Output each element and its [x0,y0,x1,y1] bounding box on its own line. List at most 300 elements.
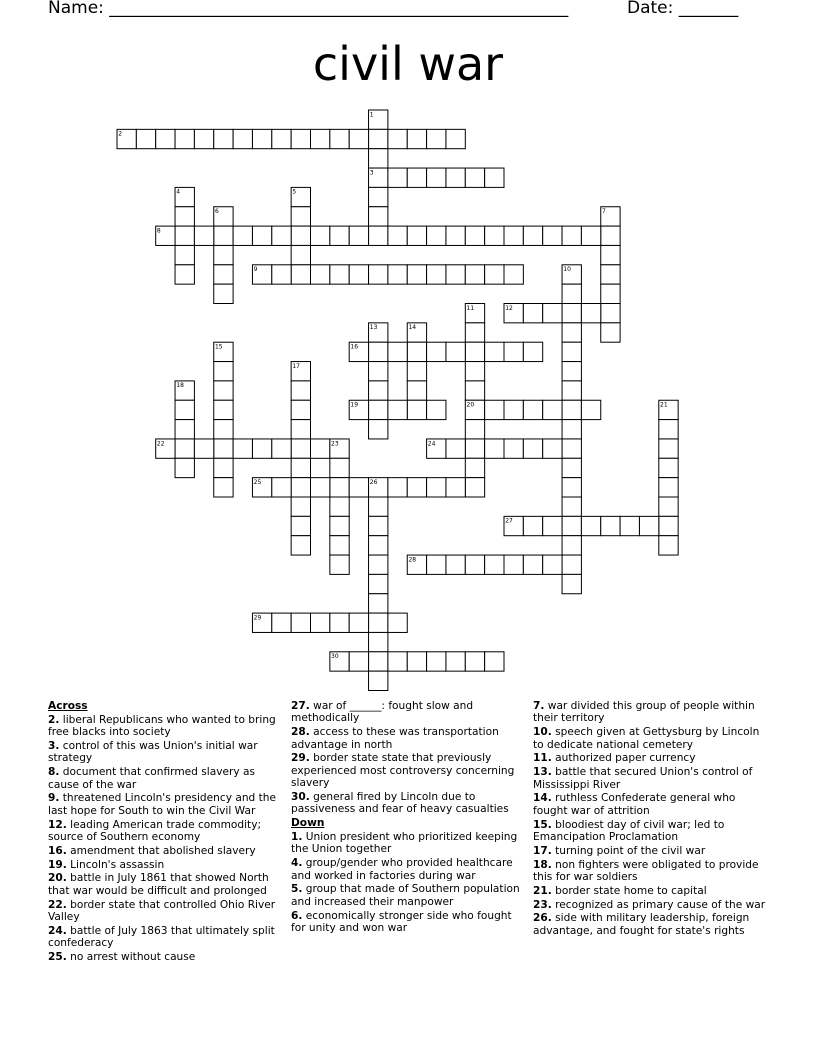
grid-cell[interactable] [369,400,388,419]
grid-cell[interactable] [562,516,581,535]
clue-number: 22 [156,440,165,448]
grid-cell[interactable] [175,458,194,477]
grid-cell[interactable] [291,439,310,458]
grid-cell[interactable] [388,265,407,284]
clue-text: no arrest without cause [66,951,196,964]
grid-cell[interactable] [465,362,484,381]
grid-cell[interactable] [233,129,252,148]
clues-column-1 [48,700,284,965]
grid-cell[interactable] [291,613,310,632]
clues-column-3 [533,700,773,939]
grid-cell[interactable] [369,381,388,400]
clue-item [48,714,284,739]
clue-text: Union president who prioritized keeping the Union together [291,831,518,856]
clue-text: turning point of the civil war [551,844,706,857]
clue-number: 4. [291,857,303,870]
grid-cell[interactable] [369,149,388,168]
grid-cell[interactable] [427,555,446,574]
clue-text: battle in July 1861 that showed North that war would be difficult and prolonged [48,872,269,897]
grid-cell[interactable] [562,304,581,323]
grid-cell[interactable] [427,342,446,361]
clue-number: 19 [350,401,359,409]
clue-number: 23 [331,440,339,448]
clue-text: economically stronger side who fought for unity and won war [291,909,512,935]
grid-cell[interactable] [562,284,581,303]
grid-cell[interactable] [311,226,330,245]
grid-cell[interactable] [349,129,368,148]
clue-item [291,857,527,882]
clue-number: 16 [350,343,359,351]
clue-item [533,766,773,791]
clue-number: 9. [48,792,60,805]
grid-cell[interactable] [562,478,581,497]
clue-number: 25 [253,478,262,486]
clue-text: leading American trade commodity; source of Southern economy [48,818,262,844]
grid-cell[interactable] [369,129,388,148]
clue-number: 20 [466,401,475,409]
grid-cell[interactable] [659,458,678,477]
grid-cell[interactable] [369,187,388,206]
grid-cell[interactable] [214,284,233,303]
grid-cell[interactable] [523,342,542,361]
grid-cell[interactable] [485,439,504,458]
grid-cell[interactable] [136,129,155,148]
clue-number: 27. [291,700,310,712]
clue-text: war of ______: fought slow and methodically [291,700,474,725]
clue-item [533,726,773,751]
clue-number: 6 [214,208,219,216]
grid-cell[interactable] [272,265,291,284]
grid-cell[interactable] [465,420,484,439]
clue-item [48,845,284,857]
clue-number: 21 [660,401,668,409]
grid-cell[interactable] [562,458,581,477]
grid-cell[interactable] [446,129,465,148]
grid-cell[interactable] [291,400,310,419]
clue-item [48,899,284,924]
grid-cell[interactable] [214,478,233,497]
clue-number: 26 [369,478,378,486]
grid-cell[interactable] [330,516,349,535]
grid-cell[interactable] [562,342,581,361]
grid-cell[interactable] [446,478,465,497]
puzzle-title: civil war [312,37,504,91]
grid-cell[interactable] [562,536,581,555]
grid-cell[interactable] [291,516,310,535]
grid-cell[interactable] [330,497,349,516]
clue-text: access to these was transportation advantage in north [291,726,499,751]
grid-cell[interactable] [369,265,388,284]
grid-cell[interactable] [214,265,233,284]
grid-cell[interactable] [407,400,426,419]
clue-text: group that made of Southern population and increased their manpower [291,883,520,908]
clue-text: Lincoln's assassin [66,858,165,871]
grid-cell[interactable] [175,226,194,245]
grid-cell[interactable] [194,129,213,148]
clue-text: general fired by Lincoln due to passiveness and fear of heavy casualties [291,791,509,816]
grid-cell[interactable] [291,129,310,148]
grid-cell[interactable] [485,265,504,284]
clue-text: border state that controlled Ohio River Valley [48,898,276,924]
clue-text: speech given at Gettysburg by Lincoln to dedicate national cemetery [533,726,760,751]
grid-cell[interactable] [601,245,620,264]
grid-cell[interactable] [562,420,581,439]
clue-item [291,752,527,789]
grid-cell[interactable] [465,381,484,400]
clue-number: 10. [533,726,552,739]
grid-cell[interactable] [311,613,330,632]
grid-cell[interactable] [523,555,542,574]
grid-cell[interactable] [388,129,407,148]
grid-cell[interactable] [388,342,407,361]
clue-number: 15 [214,343,223,351]
grid-cell[interactable] [369,516,388,535]
clue-item [48,740,284,765]
grid-cell[interactable] [252,129,271,148]
clue-text: war divided this group of people within their territory [533,700,755,725]
grid-cell[interactable] [504,439,523,458]
grid-cell[interactable] [214,420,233,439]
grid-cell[interactable] [427,400,446,419]
clue-number: 1. [291,831,303,844]
grid-cell[interactable] [446,652,465,671]
grid-cell[interactable] [523,439,542,458]
grid-cell[interactable] [369,420,388,439]
grid-cell[interactable] [427,226,446,245]
grid-cell[interactable] [214,226,233,245]
grid-cell[interactable] [465,458,484,477]
grid-cell[interactable] [214,400,233,419]
grid-cell[interactable] [562,226,581,245]
grid-cell[interactable] [581,304,600,323]
clue-number: 28 [408,556,417,564]
grid-cell[interactable] [388,652,407,671]
grid-cell[interactable] [272,478,291,497]
grid-cell[interactable] [388,613,407,632]
grid-cell[interactable] [388,168,407,187]
grid-cell[interactable] [330,226,349,245]
clue-text: recognized as primary cause of the war [551,898,766,911]
grid-cell[interactable] [446,265,465,284]
grid-cell[interactable] [175,439,194,458]
grid-cell[interactable] [427,129,446,148]
clue-text: threatened Lincoln's presidency and the last hope for South to win the Civil War [48,792,277,817]
grid-cell[interactable] [175,129,194,148]
grid-cell[interactable] [291,265,310,284]
clue-number: 9 [253,266,258,274]
clue-item [48,819,284,844]
grid-cell[interactable] [330,458,349,477]
grid-cell[interactable] [369,362,388,381]
grid-cell[interactable] [388,226,407,245]
grid-cell[interactable] [407,226,426,245]
clue-number: 14. [533,792,552,805]
grid-cell[interactable] [485,168,504,187]
grid-cell[interactable] [369,574,388,593]
grid-cell[interactable] [291,226,310,245]
grid-cell[interactable] [272,613,291,632]
grid-cell[interactable] [330,536,349,555]
grid-cell[interactable] [272,439,291,458]
grid-cell[interactable] [543,439,562,458]
clue-number: 15. [533,818,552,831]
grid-cell[interactable] [465,226,484,245]
clue-number: 20. [48,872,67,885]
grid-cell[interactable] [504,400,523,419]
grid-cell[interactable] [427,478,446,497]
clue-number: 2. [48,713,60,726]
grid-cell[interactable] [446,342,465,361]
grid-cell[interactable] [523,400,542,419]
grid-cell[interactable] [427,168,446,187]
clue-number: 24. [48,924,67,937]
grid-cell[interactable] [291,536,310,555]
grid-cell[interactable] [427,265,446,284]
grid-cell[interactable] [543,555,562,574]
grid-cell[interactable] [485,555,504,574]
grid-cell[interactable] [601,226,620,245]
grid-cell[interactable] [369,226,388,245]
grid-cell[interactable] [291,478,310,497]
grid-cell[interactable] [349,265,368,284]
grid-cell[interactable] [175,207,194,226]
grid-cell[interactable] [407,362,426,381]
clue-number: 4 [176,188,181,196]
grid-cell[interactable] [659,478,678,497]
grid-cell[interactable] [543,304,562,323]
grid-cell[interactable] [272,226,291,245]
grid-cell[interactable] [407,652,426,671]
grid-cell[interactable] [446,168,465,187]
grid-cell[interactable] [523,516,542,535]
clue-section-heading: Across [48,700,88,712]
grid-cell[interactable] [369,632,388,651]
grid-cell[interactable] [214,362,233,381]
grid-cell[interactable] [233,439,252,458]
grid-cell[interactable] [291,381,310,400]
clue-item [533,859,773,884]
clues-column-2 [291,700,527,936]
grid-cell[interactable] [252,439,271,458]
grid-cell[interactable] [659,516,678,535]
grid-cell[interactable] [214,245,233,264]
grid-cell[interactable] [407,129,426,148]
grid-cell[interactable] [465,439,484,458]
grid-cell[interactable] [233,226,252,245]
grid-cell[interactable] [369,652,388,671]
grid-cell[interactable] [601,304,620,323]
clue-number: 12. [48,818,67,831]
grid-cell[interactable] [291,458,310,477]
grid-cell[interactable] [446,226,465,245]
grid-cell[interactable] [311,265,330,284]
grid-cell[interactable] [562,574,581,593]
grid-cell[interactable] [601,323,620,342]
grid-cell[interactable] [543,226,562,245]
grid-cell[interactable] [581,226,600,245]
clue-item [48,792,284,817]
grid-cell[interactable] [446,555,465,574]
grid-cell[interactable] [485,342,504,361]
grid-cell[interactable] [562,400,581,419]
grid-cell[interactable] [194,226,213,245]
grid-cell[interactable] [175,245,194,264]
grid-cell[interactable] [291,245,310,264]
grid-cell[interactable] [330,265,349,284]
grid-cell[interactable] [369,497,388,516]
clue-number: 29. [291,752,310,765]
clue-number: 7. [533,700,545,712]
grid-cell[interactable] [252,226,271,245]
clue-item [533,700,773,725]
grid-cell[interactable] [659,439,678,458]
grid-cell[interactable] [311,129,330,148]
clue-number: 16. [48,844,67,857]
grid-cell[interactable] [407,342,426,361]
date-field[interactable]: Date: _______ [627,0,739,18]
grid-cell[interactable] [427,652,446,671]
grid-cell[interactable] [659,497,678,516]
grid-cell[interactable] [156,129,175,148]
grid-cell[interactable] [523,304,542,323]
grid-cell[interactable] [562,439,581,458]
grid-cell[interactable] [485,226,504,245]
clue-number: 25. [48,951,67,964]
clue-number: 30 [331,653,339,661]
clue-item [48,951,284,963]
grid-cell[interactable] [369,594,388,613]
grid-cell[interactable] [465,652,484,671]
grid-cell[interactable] [175,420,194,439]
clue-item [48,859,284,871]
grid-cell[interactable] [330,555,349,574]
grid-cell[interactable] [330,478,349,497]
clue-number: 21. [533,884,552,897]
clue-number: 29 [253,614,262,622]
grid-cell[interactable] [330,129,349,148]
clue-number: 27 [505,517,513,525]
grid-cell[interactable] [369,342,388,361]
grid-cell[interactable] [465,265,484,284]
grid-cell[interactable] [504,265,523,284]
clue-number: 11. [533,752,552,765]
grid-cell[interactable] [175,265,194,284]
grid-cell[interactable] [562,497,581,516]
grid-cell[interactable] [291,420,310,439]
clue-number: 2 [118,130,123,138]
grid-cell[interactable] [543,516,562,535]
clue-number: 22. [48,898,67,911]
clue-item [48,925,284,950]
clue-item [533,819,773,844]
grid-cell[interactable] [349,226,368,245]
grid-cell[interactable] [214,129,233,148]
grid-cell[interactable] [369,671,388,690]
grid-cell[interactable] [175,400,194,419]
grid-cell[interactable] [407,381,426,400]
grid-cell[interactable] [504,555,523,574]
clue-section-heading: Down [291,817,325,830]
clue-item [291,831,527,856]
grid-cell[interactable] [465,168,484,187]
grid-cell[interactable] [659,420,678,439]
grid-cell[interactable] [272,129,291,148]
clue-item [291,726,527,751]
clue-number: 5. [291,883,303,896]
grid-cell[interactable] [601,265,620,284]
grid-cell[interactable] [291,497,310,516]
grid-cell[interactable] [407,265,426,284]
grid-cell[interactable] [311,439,330,458]
grid-cell[interactable] [465,555,484,574]
grid-cell[interactable] [620,516,639,535]
grid-cell[interactable] [214,439,233,458]
grid-cell[interactable] [388,400,407,419]
grid-cell[interactable] [465,478,484,497]
clue-number: 17 [292,362,300,370]
grid-cell[interactable] [369,207,388,226]
clue-item [533,792,773,817]
clue-number: 19. [48,858,67,871]
grid-cell[interactable] [485,400,504,419]
grid-cell[interactable] [465,342,484,361]
grid-cell[interactable] [523,226,542,245]
grid-cell[interactable] [581,400,600,419]
grid-cell[interactable] [562,323,581,342]
grid-cell[interactable] [349,652,368,671]
grid-cell[interactable] [330,613,349,632]
name-field[interactable]: Name: ______________________________________________________ [48,0,569,18]
grid-cell[interactable] [465,323,484,342]
grid-cell[interactable] [504,226,523,245]
grid-cell[interactable] [407,168,426,187]
grid-cell[interactable] [291,207,310,226]
grid-cell[interactable] [601,284,620,303]
clue-item [533,752,773,764]
grid-cell[interactable] [388,478,407,497]
clue-text: border state state that previously experienced most controversy concerning slavery [291,752,515,790]
grid-cell[interactable] [349,613,368,632]
grid-cell[interactable] [407,478,426,497]
clue-item [291,791,527,816]
clue-number: 8 [156,227,161,235]
grid-cell[interactable] [369,613,388,632]
grid-cell[interactable] [214,381,233,400]
grid-cell[interactable] [194,439,213,458]
grid-cell[interactable] [562,555,581,574]
grid-cell[interactable] [349,478,368,497]
grid-cell[interactable] [562,381,581,400]
grid-cell[interactable] [639,516,658,535]
grid-cell[interactable] [369,536,388,555]
grid-cell[interactable] [504,342,523,361]
grid-cell[interactable] [446,439,465,458]
clue-text: group/gender who provided healthcare and worked in factories during war [291,857,513,882]
clue-number: 26. [533,912,552,925]
clue-number: 13 [369,324,378,332]
grid-cell[interactable] [601,516,620,535]
grid-cell[interactable] [369,555,388,574]
grid-cell[interactable] [562,362,581,381]
clue-number: 17. [533,844,552,857]
grid-cell[interactable] [311,478,330,497]
grid-cell[interactable] [485,652,504,671]
grid-cell[interactable] [214,458,233,477]
clue-item [291,883,527,908]
grid-cell[interactable] [659,536,678,555]
grid-cell[interactable] [543,400,562,419]
grid-cell[interactable] [581,516,600,535]
